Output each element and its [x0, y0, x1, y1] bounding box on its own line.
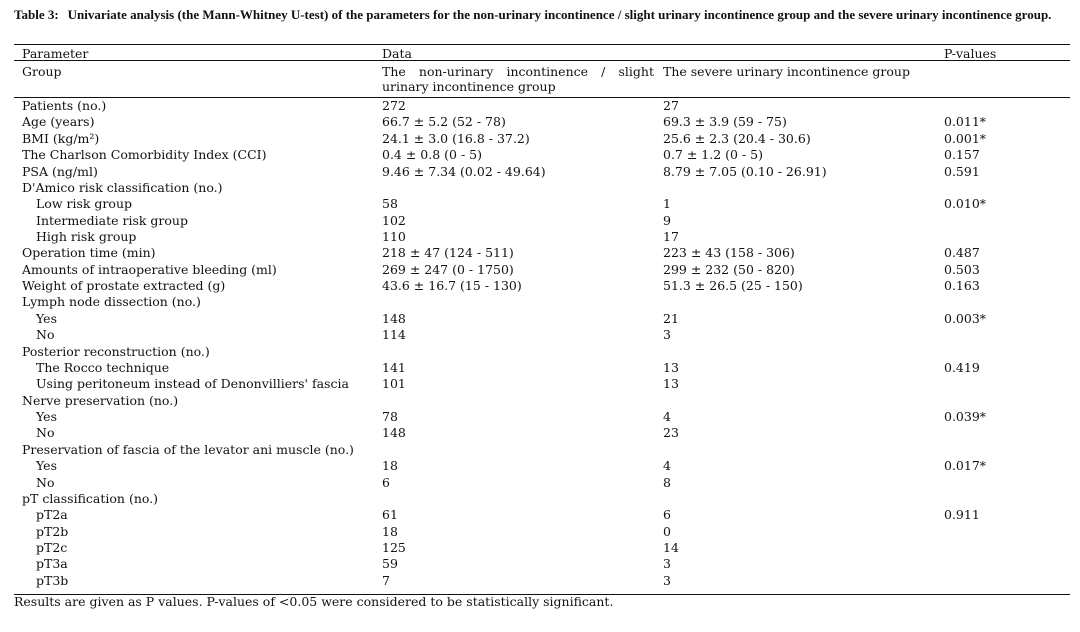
row-parameter: pT2a: [36, 507, 68, 523]
row-value-group-b: 8.79 ± 7.05 (0.10 - 26.91): [663, 163, 827, 179]
row-pvalue: 0.017*: [944, 458, 987, 474]
row-value-group-a: 66.7 ± 5.2 (52 - 78): [382, 114, 506, 130]
row-value-group-b: 1: [663, 196, 671, 212]
row-value-group-a: 0.4 ± 0.8 (0 - 5): [382, 147, 482, 163]
row-pvalue: 0.163: [944, 278, 980, 294]
row-value-group-b: 3: [663, 572, 671, 588]
row-value-group-b: 4: [663, 458, 671, 474]
row-value-group-a: 269 ± 247 (0 - 1750): [382, 261, 514, 277]
row-value-group-a: 141: [382, 359, 406, 375]
row-value-group-a: 18: [382, 523, 398, 539]
row-value-group-a: 58: [382, 196, 398, 212]
row-parameter: Age (years): [22, 114, 95, 130]
row-value-group-b: 23: [663, 425, 679, 441]
row-parameter: D'Amico risk classification (no.): [22, 179, 223, 195]
table-number: Table 3:: [14, 7, 59, 22]
group-a-heading: The non-urinary incontinence / slight urinary incontinence group: [382, 64, 654, 94]
row-pvalue: 0.157: [944, 147, 980, 163]
row-value-group-a: 6: [382, 474, 390, 490]
row-parameter: pT3a: [36, 556, 68, 572]
row-value-group-b: 3: [663, 556, 671, 572]
row-parameter: Operation time (min): [22, 245, 156, 261]
row-parameter: pT3b: [36, 572, 69, 588]
row-value-group-b: 223 ± 43 (158 - 306): [663, 245, 795, 261]
row-pvalue: 0.010*: [944, 196, 987, 212]
row-parameter: pT2b: [36, 523, 69, 539]
row-value-group-b: 4: [663, 409, 671, 424]
row-value-group-b: 27: [663, 98, 679, 113]
row-value-group-b: 21: [663, 310, 679, 326]
header-data: Data: [382, 46, 412, 61]
row-value-group-a: 114: [382, 327, 406, 343]
results-table: [14, 44, 1070, 595]
row-parameter: The Charlson Comorbidity Index (CCI): [22, 147, 267, 163]
row-parameter: PSA (ng/ml): [22, 163, 98, 179]
row-parameter: Low risk group: [36, 196, 132, 212]
row-value-group-a: 24.1 ± 3.0 (16.8 - 37.2): [382, 130, 530, 146]
row-parameter: High risk group: [36, 229, 137, 244]
header-divider: [14, 60, 1070, 61]
row-value-group-a: 101: [382, 376, 406, 392]
group-divider: [14, 97, 1070, 98]
row-value-group-b: 3: [663, 327, 671, 343]
row-parameter: Yes: [36, 310, 57, 326]
row-value-group-b: 0.7 ± 1.2 (0 - 5): [663, 147, 763, 163]
row-value-group-a: 78: [382, 409, 398, 424]
row-value-group-b: 8: [663, 474, 671, 490]
row-pvalue: 0.503: [944, 261, 980, 277]
row-parameter: No: [36, 474, 55, 490]
row-value-group-a: 61: [382, 507, 398, 523]
row-value-group-a: 148: [382, 310, 406, 326]
row-value-group-b: 14: [663, 540, 679, 555]
row-value-group-b: 13: [663, 359, 679, 375]
row-value-group-a: 125: [382, 540, 406, 555]
row-parameter: BMI (kg/m²): [22, 130, 100, 146]
row-value-group-b: 9: [663, 212, 671, 228]
header-pvalues: P-values: [944, 46, 997, 61]
row-pvalue: 0.011*: [944, 114, 987, 130]
row-parameter: Intermediate risk group: [36, 212, 188, 228]
row-parameter: Preservation of fascia of the levator ani muscle (no.): [22, 441, 354, 457]
row-pvalue: 0.003*: [944, 310, 987, 326]
row-pvalue: 0.001*: [944, 130, 987, 146]
row-parameter: Nerve preservation (no.): [22, 392, 179, 408]
row-parameter: Yes: [36, 458, 57, 474]
row-parameter: Using peritoneum instead of Denonvilliers' fascia: [36, 376, 349, 392]
row-parameter: Weight of prostate extracted (g): [22, 278, 226, 294]
row-parameter: Lymph node dissection (no.): [22, 294, 201, 310]
row-pvalue: 0.419: [944, 359, 980, 375]
row-value-group-b: 299 ± 232 (50 - 820): [663, 261, 795, 277]
row-value-group-b: 51.3 ± 26.5 (25 - 150): [663, 278, 803, 294]
group-label: Group: [22, 64, 62, 79]
row-value-group-a: 18: [382, 458, 398, 474]
header-parameter: Parameter: [22, 46, 89, 61]
row-parameter: No: [36, 327, 55, 343]
row-pvalue: 0.039*: [944, 409, 987, 424]
row-value-group-b: 13: [663, 376, 679, 392]
table-caption: [14, 8, 1070, 22]
row-value-group-a: 9.46 ± 7.34 (0.02 - 49.64): [382, 163, 546, 179]
row-value-group-a: 59: [382, 556, 398, 572]
row-value-group-a: 218 ± 47 (124 - 511): [382, 245, 514, 261]
row-parameter: pT classification (no.): [22, 490, 159, 506]
row-value-group-a: 43.6 ± 16.7 (15 - 130): [382, 278, 522, 294]
row-value-group-a: 110: [382, 229, 406, 244]
row-value-group-a: 272: [382, 98, 406, 113]
row-value-group-b: 0: [663, 523, 671, 539]
row-value-group-a: 7: [382, 572, 390, 588]
row-parameter: No: [36, 425, 55, 441]
row-value-group-b: 25.6 ± 2.3 (20.4 - 30.6): [663, 130, 811, 146]
group-b-heading: The severe urinary incontinence group: [663, 64, 910, 79]
row-pvalue: 0.911: [944, 507, 980, 523]
row-parameter: Yes: [36, 409, 57, 424]
table-title: Univariate analysis (the Mann-Whitney U-test) of the parameters for the non-urinary incontinence / slight urinary incontinence group and the severe urinary incontinence group.: [67, 7, 1052, 22]
row-value-group-b: 69.3 ± 3.9 (59 - 75): [663, 114, 787, 130]
table-footnote: Results are given as P values. P-values of <0.05 were considered to be statistically significant.: [14, 594, 614, 609]
row-parameter: pT2c: [36, 540, 68, 555]
row-parameter: Patients (no.): [22, 98, 107, 113]
row-value-group-b: 17: [663, 229, 679, 244]
row-parameter: Amounts of intraoperative bleeding (ml): [22, 261, 277, 277]
row-parameter: Posterior reconstruction (no.): [22, 343, 210, 359]
row-parameter: The Rocco technique: [36, 359, 170, 375]
row-pvalue: 0.591: [944, 163, 980, 179]
row-pvalue: 0.487: [944, 245, 980, 261]
row-value-group-b: 6: [663, 507, 671, 523]
row-value-group-a: 102: [382, 212, 406, 228]
row-value-group-a: 148: [382, 425, 406, 441]
